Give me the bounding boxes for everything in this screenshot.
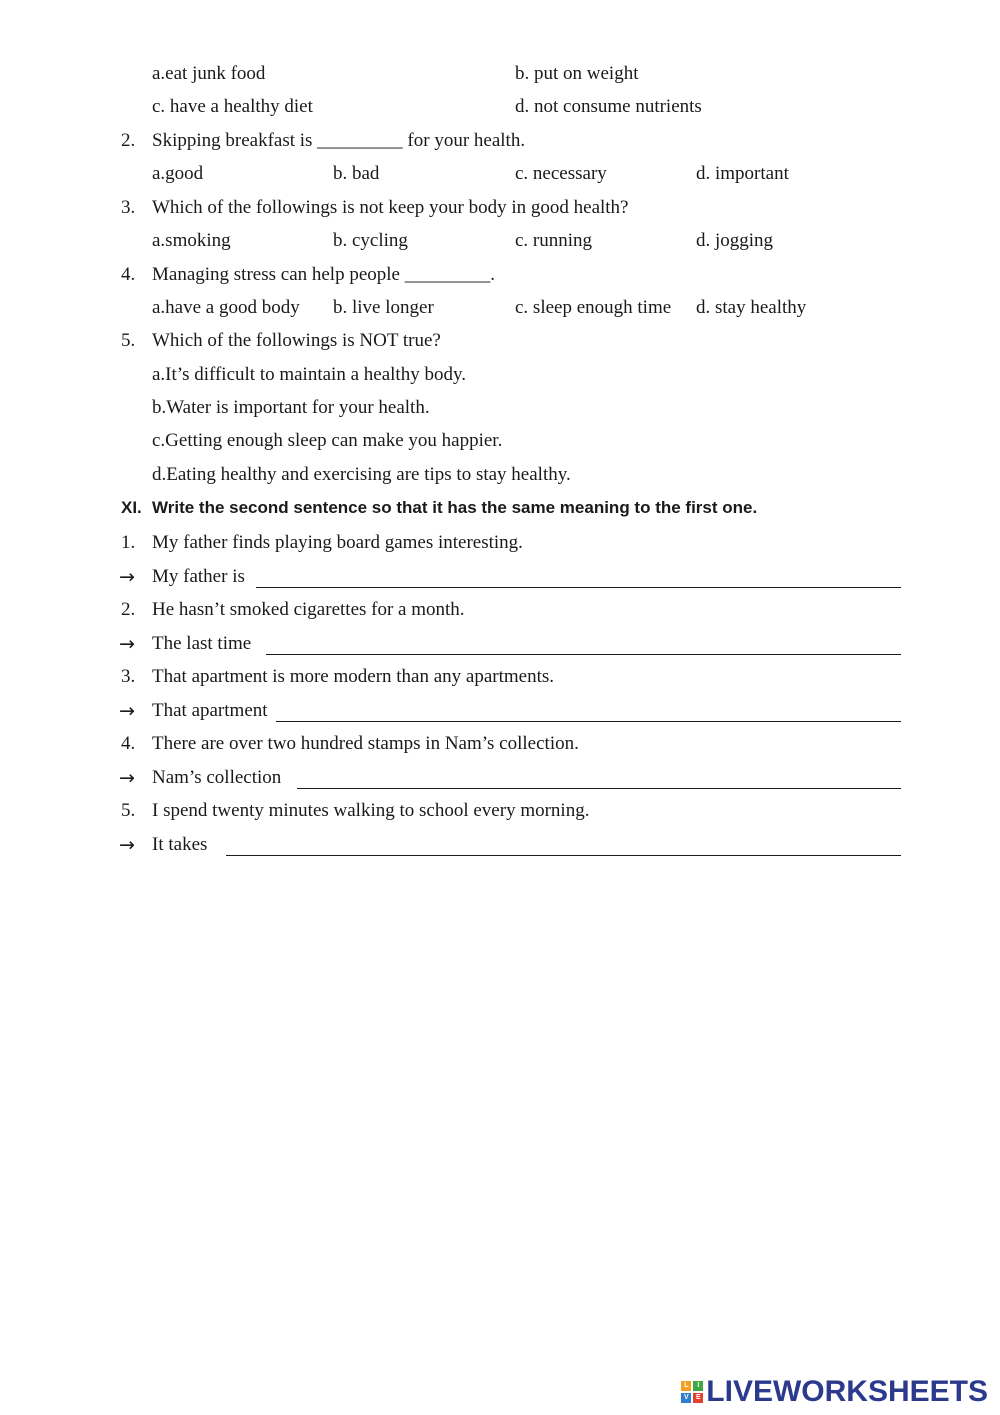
logo-mark-letter: L (681, 1381, 691, 1391)
answer-line-2[interactable] (266, 632, 901, 655)
liveworksheets-logo (681, 1375, 988, 1409)
q5-option-d[interactable]: d.Eating healthy and exercising are tips to stay healthy. (152, 464, 571, 485)
q4-option-d[interactable]: d. stay healthy (696, 297, 807, 318)
answer-line-3[interactable] (276, 699, 901, 722)
question-text: Which of the followings is not keep your body in good health? (152, 197, 629, 218)
rewrite-number: 5. (121, 800, 136, 821)
q3-option-a[interactable]: a.smoking (152, 230, 231, 251)
rewrite-number: 2. (121, 599, 136, 620)
rewrite-prompt: My father is (152, 566, 245, 587)
logo-mark-letter: V (681, 1393, 691, 1403)
q2-option-d[interactable]: d. important (696, 163, 789, 184)
q2-option-a[interactable]: a.good (152, 163, 204, 184)
question-text: Which of the followings is NOT true? (152, 330, 441, 351)
q5-option-b[interactable]: b.Water is important for your health. (152, 397, 430, 418)
q3-option-c[interactable]: c. running (515, 230, 593, 251)
rewrite-sentence: I spend twenty minutes walking to school every morning. (152, 800, 590, 821)
rewrite-number: 3. (121, 666, 136, 687)
arrow-icon: → (119, 700, 135, 722)
q4-option-a[interactable]: a.have a good body (152, 297, 300, 318)
rewrite-prompt: The last time (152, 633, 252, 654)
question-text: Skipping breakfast is _________ for your health. (152, 130, 526, 151)
question-text: Managing stress can help people _________. (152, 264, 495, 285)
q2-option-b[interactable]: b. bad (333, 163, 380, 184)
rewrite-sentence: My father finds playing board games interesting. (152, 532, 523, 553)
q2-option-c[interactable]: c. necessary (515, 163, 607, 184)
section-title: Write the second sentence so that it has the same meaning to the first one. (152, 498, 758, 517)
q4-option-c[interactable]: c. sleep enough time (515, 297, 672, 318)
logo-mark-letter: I (693, 1381, 703, 1391)
q1-option-b[interactable]: b. put on weight (515, 63, 639, 84)
logo-mark-icon (681, 1381, 703, 1403)
section-number: XI. (121, 498, 142, 517)
q1-option-a[interactable]: a.eat junk food (152, 63, 266, 84)
question-number: 3. (121, 197, 136, 218)
rewrite-number: 4. (121, 733, 136, 754)
arrow-icon: → (119, 767, 135, 789)
question-number: 4. (121, 264, 136, 285)
rewrite-sentence: There are over two hundred stamps in Nam’s collection. (152, 733, 579, 754)
logo-mark-letter: E (693, 1393, 703, 1403)
answer-line-4[interactable] (297, 766, 901, 789)
q1-option-c[interactable]: c. have a healthy diet (152, 96, 313, 117)
q3-option-b[interactable]: b. cycling (333, 230, 408, 251)
answer-line-5[interactable] (226, 833, 901, 856)
rewrite-sentence: He hasn’t smoked cigarettes for a month. (152, 599, 465, 620)
answer-line-1[interactable] (256, 565, 901, 588)
rewrite-prompt: It takes (152, 834, 208, 855)
q3-option-d[interactable]: d. jogging (696, 230, 774, 251)
q5-option-a[interactable]: a.It’s difficult to maintain a healthy body. (152, 364, 466, 385)
arrow-icon: → (119, 834, 135, 856)
rewrite-sentence: That apartment is more modern than any apartments. (152, 666, 555, 687)
arrow-icon: → (119, 633, 135, 655)
question-number: 5. (121, 330, 136, 351)
q5-option-c[interactable]: c.Getting enough sleep can make you happier. (152, 430, 503, 451)
arrow-icon: → (119, 566, 135, 588)
q4-option-b[interactable]: b. live longer (333, 297, 434, 318)
rewrite-prompt: Nam’s collection (152, 767, 282, 788)
rewrite-prompt: That apartment (152, 700, 268, 721)
question-number: 2. (121, 130, 136, 151)
section-heading (121, 497, 757, 519)
logo-text: LIVEWORKSHEETS (706, 1375, 988, 1408)
rewrite-number: 1. (121, 532, 136, 553)
q1-option-d[interactable]: d. not consume nutrients (515, 96, 702, 117)
